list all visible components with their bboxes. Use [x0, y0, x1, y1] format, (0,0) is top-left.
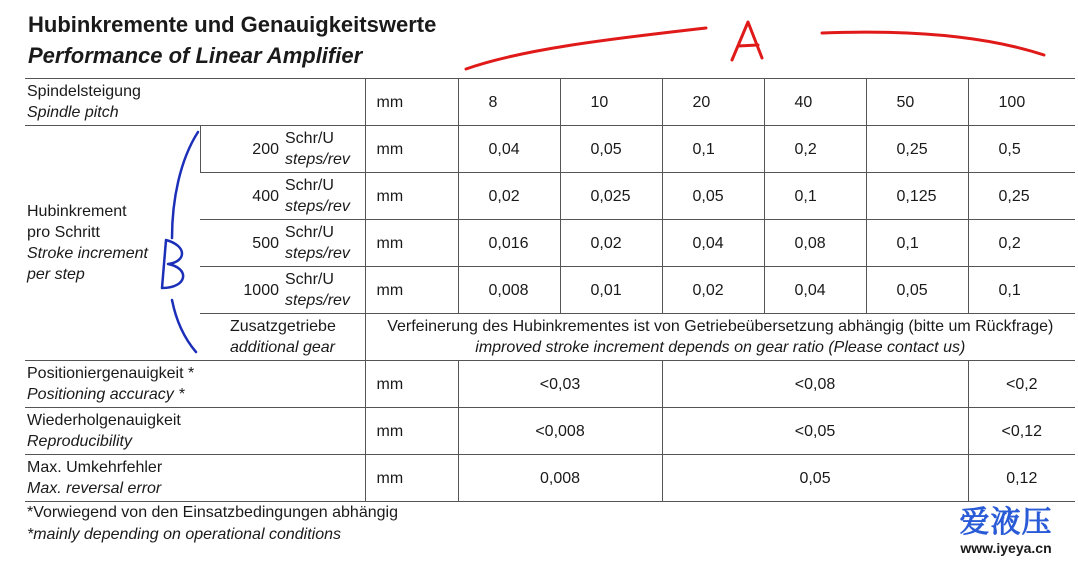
- unit-cell: mm: [365, 408, 458, 455]
- increment-value: 0,05: [560, 126, 662, 173]
- increment-value: 0,008: [458, 267, 560, 314]
- accuracy-value: <0,2: [968, 361, 1075, 408]
- spindle-pitch-label: Spindelsteigung Spindle pitch: [25, 79, 365, 126]
- steps-value: 1000: [200, 267, 285, 314]
- spindle-pitch-value: 20: [662, 79, 764, 126]
- title-german: Hubinkremente und Genauigkeitswerte: [28, 12, 437, 37]
- increment-value: 0,125: [866, 173, 968, 220]
- table-row-spindle-pitch: [25, 79, 1075, 126]
- unit-cell: mm: [365, 220, 458, 267]
- increment-value: 0,01: [560, 267, 662, 314]
- increment-value: 0,04: [662, 220, 764, 267]
- additional-gear-label: Zusatzgetriebe additional gear: [200, 314, 365, 361]
- steps-value: 400: [200, 173, 285, 220]
- performance-table: [25, 78, 1075, 502]
- increment-value: 0,2: [764, 126, 866, 173]
- steps-value: 500: [200, 220, 285, 267]
- unit-cell: mm: [365, 173, 458, 220]
- steps-value: 200: [200, 126, 285, 173]
- table-row-steps-200: [25, 126, 1075, 173]
- increment-value: 0,25: [866, 126, 968, 173]
- increment-value: 0,08: [764, 220, 866, 267]
- table-row-positioning-accuracy: [25, 361, 1075, 408]
- increment-value: 0,02: [662, 267, 764, 314]
- increment-value: 0,04: [764, 267, 866, 314]
- title-english: Performance of Linear Amplifier: [28, 43, 363, 68]
- increment-value: 0,1: [866, 220, 968, 267]
- increment-value: 0,05: [866, 267, 968, 314]
- spindle-pitch-value: 8: [458, 79, 560, 126]
- spindle-pitch-value: 40: [764, 79, 866, 126]
- annotation-a-letter: [732, 22, 762, 60]
- positioning-accuracy-label: Positioniergenauigkeit * Positioning accuracy *: [25, 361, 365, 408]
- gear-note: Verfeinerung des Hubinkrementes ist von Getriebeübersetzung abhängig (bitte um Rückfrage) improved stroke increment depends on gear ratio (Please contact us): [365, 314, 1075, 361]
- increment-value: 0,05: [662, 173, 764, 220]
- spindle-pitch-value: 50: [866, 79, 968, 126]
- unit-cell: mm: [365, 79, 458, 126]
- increment-value: 0,25: [968, 173, 1075, 220]
- watermark: [940, 506, 1072, 558]
- stroke-increment-label: Hubinkrement pro Schritt Stroke increment per step: [25, 126, 200, 361]
- increment-value: 0,02: [458, 173, 560, 220]
- annotation-a-stroke-right: [822, 32, 1044, 55]
- steps-unit: Schr/U steps/rev: [285, 173, 365, 220]
- footnote-english: *mainly depending on operational conditions: [27, 526, 341, 543]
- reproducibility-value: <0,008: [458, 408, 662, 455]
- steps-unit: Schr/U steps/rev: [285, 267, 365, 314]
- reproducibility-label: Wiederholgenauigkeit Reproducibility: [25, 408, 365, 455]
- reversal-error-value: 0,12: [968, 455, 1075, 502]
- accuracy-value: <0,08: [662, 361, 968, 408]
- increment-value: 0,025: [560, 173, 662, 220]
- reversal-error-label: Max. Umkehrfehler Max. reversal error: [25, 455, 365, 502]
- increment-value: 0,1: [662, 126, 764, 173]
- watermark-logo: 爱液压: [959, 506, 1053, 539]
- increment-value: 0,02: [560, 220, 662, 267]
- steps-unit: Schr/U steps/rev: [285, 220, 365, 267]
- increment-value: 0,1: [968, 267, 1075, 314]
- watermark-url: www.iyeya.cn: [960, 540, 1052, 556]
- table-row-reproducibility: [25, 408, 1075, 455]
- reproducibility-value: <0,05: [662, 408, 968, 455]
- increment-value: 0,1: [764, 173, 866, 220]
- unit-cell: mm: [365, 126, 458, 173]
- increment-value: 0,2: [968, 220, 1075, 267]
- reversal-error-value: 0,008: [458, 455, 662, 502]
- spindle-pitch-value: 10: [560, 79, 662, 126]
- unit-cell: mm: [365, 361, 458, 408]
- steps-unit: Schr/U steps/rev: [285, 126, 365, 173]
- accuracy-value: <0,03: [458, 361, 662, 408]
- increment-value: 0,04: [458, 126, 560, 173]
- table-row-reversal-error: [25, 455, 1075, 502]
- increment-value: 0,016: [458, 220, 560, 267]
- reproducibility-value: <0,12: [968, 408, 1075, 455]
- unit-cell: mm: [365, 267, 458, 314]
- annotation-a-stroke-left: [466, 28, 706, 69]
- increment-value: 0,5: [968, 126, 1075, 173]
- footnote-german: *Vorwiegend von den Einsatzbedingungen abhängig: [27, 504, 398, 521]
- reversal-error-value: 0,05: [662, 455, 968, 502]
- spindle-pitch-value: 100: [968, 79, 1075, 126]
- unit-cell: mm: [365, 455, 458, 502]
